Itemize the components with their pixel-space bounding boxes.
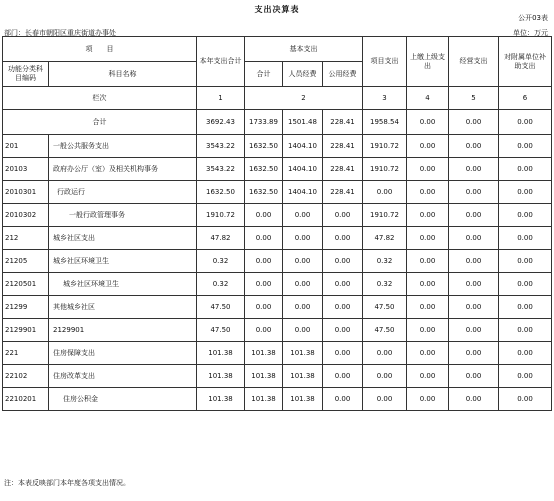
code-cell: 221 [3, 342, 49, 365]
value-cell: 0.00 [449, 342, 499, 365]
sum-cell: 1958.54 [363, 110, 407, 135]
value-cell: 47.82 [363, 227, 407, 250]
table-row [3, 181, 552, 204]
value-cell: 1632.50 [245, 135, 283, 158]
table-row [3, 365, 552, 388]
sum-cell: 0.00 [449, 110, 499, 135]
index-row [3, 87, 552, 110]
value-cell: 0.00 [323, 365, 363, 388]
value-cell: 0.00 [283, 296, 323, 319]
table-row [3, 204, 552, 227]
code-cell: 20103 [3, 158, 49, 181]
value-cell: 0.00 [499, 204, 552, 227]
value-cell: 0.00 [407, 342, 449, 365]
sum-cell: 0.00 [407, 110, 449, 135]
value-cell: 0.00 [499, 296, 552, 319]
table-row [3, 388, 552, 411]
table-code: 公开03表 [518, 14, 548, 22]
sum-cell: 228.41 [323, 110, 363, 135]
value-cell: 0.32 [197, 250, 245, 273]
name-cell: 住房保障支出 [49, 342, 197, 365]
index-cell: 4 [407, 87, 449, 110]
value-cell: 1632.50 [245, 181, 283, 204]
item-header: 项 目 [3, 37, 197, 62]
value-cell: 1404.10 [283, 158, 323, 181]
value-cell: 0.00 [499, 250, 552, 273]
value-cell: 47.82 [197, 227, 245, 250]
value-cell: 1404.10 [283, 135, 323, 158]
value-cell: 101.38 [283, 342, 323, 365]
sum-cell: 3692.43 [197, 110, 245, 135]
value-cell: 0.00 [499, 181, 552, 204]
code-cell: 21299 [3, 296, 49, 319]
value-cell: 0.00 [449, 227, 499, 250]
code-cell: 2010301 [3, 181, 49, 204]
func-code-header: 功能分类科目编码 [3, 62, 49, 87]
expenditure-table [2, 36, 552, 411]
index-cell: 3 [363, 87, 407, 110]
value-cell: 0.00 [323, 296, 363, 319]
index-cell: 5 [449, 87, 499, 110]
value-cell: 0.00 [407, 388, 449, 411]
index-label: 栏次 [3, 87, 197, 110]
value-cell: 228.41 [323, 158, 363, 181]
table-row [3, 135, 552, 158]
value-cell: 0.00 [449, 204, 499, 227]
value-cell: 101.38 [197, 342, 245, 365]
name-cell: 城乡社区支出 [49, 227, 197, 250]
value-cell: 0.00 [363, 181, 407, 204]
value-cell: 228.41 [323, 181, 363, 204]
code-cell: 2210201 [3, 388, 49, 411]
data-body [3, 135, 552, 411]
value-cell: 0.00 [407, 158, 449, 181]
code-cell: 21205 [3, 250, 49, 273]
name-cell: 住房公积金 [49, 388, 197, 411]
value-cell: 47.50 [363, 296, 407, 319]
value-cell: 0.00 [363, 388, 407, 411]
sum-cell: 0.00 [499, 110, 552, 135]
upper-header: 上缴上级支出 [407, 37, 449, 87]
value-cell: 0.00 [245, 227, 283, 250]
value-cell: 0.00 [283, 204, 323, 227]
name-cell: 2129901 [49, 319, 197, 342]
value-cell: 101.38 [245, 365, 283, 388]
value-cell: 0.00 [449, 365, 499, 388]
table-row [3, 273, 552, 296]
value-cell: 0.00 [407, 296, 449, 319]
value-cell: 101.38 [283, 365, 323, 388]
value-cell: 47.50 [363, 319, 407, 342]
value-cell: 0.00 [283, 250, 323, 273]
value-cell: 1910.72 [363, 135, 407, 158]
value-cell: 0.00 [245, 319, 283, 342]
value-cell: 0.00 [449, 319, 499, 342]
basic-total-header: 合计 [245, 62, 283, 87]
value-cell: 0.00 [363, 365, 407, 388]
name-header: 科目名称 [49, 62, 197, 87]
value-cell: 47.50 [197, 296, 245, 319]
value-cell: 0.00 [499, 319, 552, 342]
code-cell: 2120501 [3, 273, 49, 296]
value-cell: 0.00 [407, 250, 449, 273]
name-cell: 一般公共服务支出 [49, 135, 197, 158]
sum-cell: 1733.89 [245, 110, 283, 135]
table-row [3, 250, 552, 273]
name-cell: 行政运行 [49, 181, 197, 204]
value-cell: 0.00 [449, 296, 499, 319]
value-cell: 0.32 [363, 273, 407, 296]
name-cell: 住房改革支出 [49, 365, 197, 388]
value-cell: 0.00 [245, 250, 283, 273]
value-cell: 0.00 [323, 204, 363, 227]
sum-cell: 1501.48 [283, 110, 323, 135]
value-cell: 0.00 [363, 342, 407, 365]
value-cell: 0.00 [323, 319, 363, 342]
value-cell: 101.38 [197, 365, 245, 388]
name-cell: 其他城乡社区 [49, 296, 197, 319]
public-header: 公用经费 [323, 62, 363, 87]
index-cell: 2 [245, 87, 363, 110]
business-header: 经营支出 [449, 37, 499, 87]
name-cell: 城乡社区环境卫生 [49, 273, 197, 296]
value-cell: 3543.22 [197, 158, 245, 181]
value-cell: 0.32 [363, 250, 407, 273]
value-cell: 228.41 [323, 135, 363, 158]
value-cell: 0.00 [449, 181, 499, 204]
value-cell: 101.38 [245, 342, 283, 365]
basic-header: 基本支出 [245, 37, 363, 62]
footnote: 注：本表反映部门本年度各项支出情况。 [4, 479, 130, 487]
code-cell: 2129901 [3, 319, 49, 342]
unit-label: 单位：万元 [513, 29, 548, 37]
value-cell: 0.00 [449, 135, 499, 158]
value-cell: 0.00 [245, 296, 283, 319]
index-cell: 6 [499, 87, 552, 110]
value-cell: 0.00 [407, 204, 449, 227]
value-cell: 1404.10 [283, 181, 323, 204]
report-title: 支出决算表 [254, 5, 300, 14]
value-cell: 101.38 [283, 388, 323, 411]
value-cell: 1910.72 [197, 204, 245, 227]
value-cell: 0.00 [499, 342, 552, 365]
code-cell: 212 [3, 227, 49, 250]
name-cell: 一般行政管理事务 [49, 204, 197, 227]
value-cell: 0.00 [499, 227, 552, 250]
sum-label: 合计 [3, 110, 197, 135]
value-cell: 0.00 [283, 227, 323, 250]
value-cell: 0.00 [449, 273, 499, 296]
code-cell: 22102 [3, 365, 49, 388]
department-label: 部门：长春市朝阳区重庆街道办事处 [4, 29, 116, 37]
value-cell: 0.00 [323, 342, 363, 365]
value-cell: 0.00 [407, 181, 449, 204]
value-cell: 0.00 [323, 227, 363, 250]
value-cell: 1632.50 [197, 181, 245, 204]
value-cell: 1632.50 [245, 158, 283, 181]
table-row [3, 158, 552, 181]
value-cell: 0.00 [245, 204, 283, 227]
value-cell: 0.00 [407, 135, 449, 158]
subsidy-header: 对附属单位补助支出 [499, 37, 552, 87]
value-cell: 0.00 [449, 158, 499, 181]
value-cell: 0.00 [283, 319, 323, 342]
name-cell: 城乡社区环境卫生 [49, 250, 197, 273]
total-header: 本年支出合计 [197, 37, 245, 87]
value-cell: 0.00 [449, 250, 499, 273]
table-row [3, 319, 552, 342]
value-cell: 0.00 [449, 388, 499, 411]
value-cell: 0.00 [245, 273, 283, 296]
value-cell: 0.00 [407, 227, 449, 250]
value-cell: 0.00 [407, 273, 449, 296]
value-cell: 1910.72 [363, 158, 407, 181]
value-cell: 3543.22 [197, 135, 245, 158]
index-cell: 1 [197, 87, 245, 110]
value-cell: 0.32 [197, 273, 245, 296]
table-row [3, 342, 552, 365]
code-cell: 2010302 [3, 204, 49, 227]
value-cell: 101.38 [197, 388, 245, 411]
code-cell: 201 [3, 135, 49, 158]
value-cell: 0.00 [407, 319, 449, 342]
table-row [3, 227, 552, 250]
value-cell: 0.00 [323, 388, 363, 411]
value-cell: 101.38 [245, 388, 283, 411]
value-cell: 1910.72 [363, 204, 407, 227]
name-cell: 政府办公厅（室）及相关机构事务 [49, 158, 197, 181]
value-cell: 0.00 [323, 250, 363, 273]
project-header: 项目支出 [363, 37, 407, 87]
value-cell: 0.00 [499, 365, 552, 388]
value-cell: 0.00 [499, 388, 552, 411]
value-cell: 0.00 [499, 158, 552, 181]
sum-row [3, 110, 552, 135]
table-row [3, 296, 552, 319]
personnel-header: 人员经费 [283, 62, 323, 87]
value-cell: 0.00 [407, 365, 449, 388]
value-cell: 47.50 [197, 319, 245, 342]
value-cell: 0.00 [283, 273, 323, 296]
value-cell: 0.00 [499, 135, 552, 158]
value-cell: 0.00 [499, 273, 552, 296]
value-cell: 0.00 [323, 273, 363, 296]
